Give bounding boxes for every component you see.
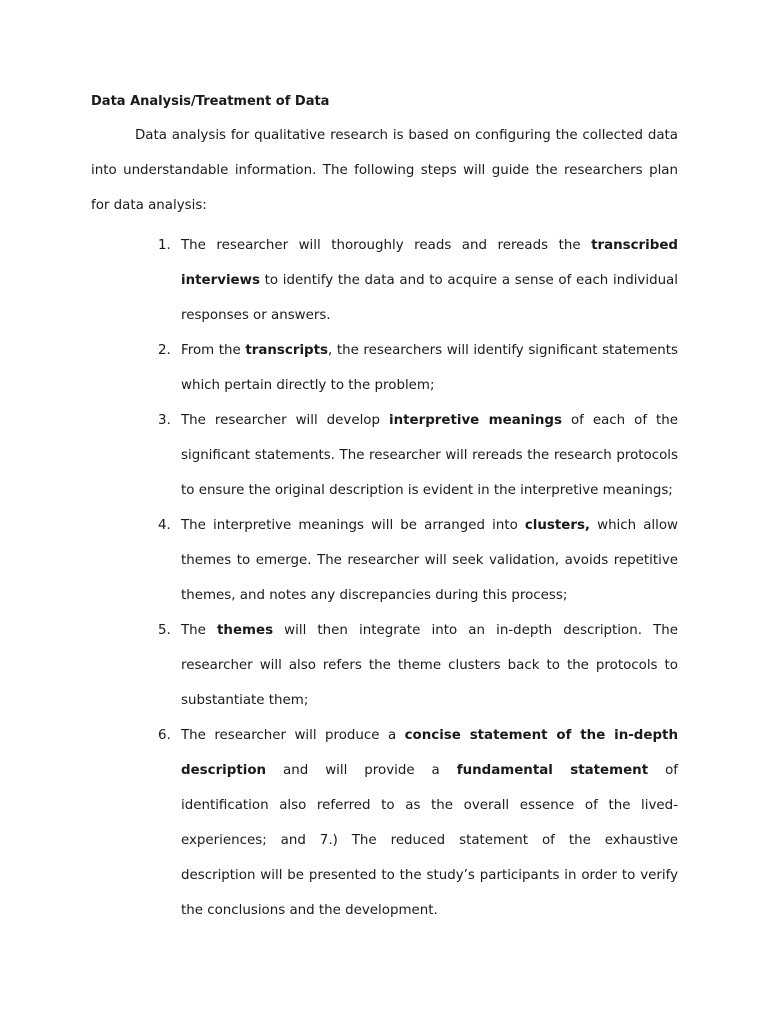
step-text: will then integrate into an in-depth description. The researcher will also refers the theme clusters back to the protocols to substantiate them; [181,623,678,708]
step-emphasis: clusters, [524,518,591,533]
list-item [91,508,678,613]
list-item [91,228,678,333]
section-heading: Data Analysis/Treatment of Data [91,94,330,109]
step-emphasis: fundamental statement [456,763,649,778]
step-number: 6. [158,728,171,743]
list-item [91,718,678,928]
step-text: The researcher will develop [181,413,389,428]
list-item [91,333,678,403]
intro-paragraph: Data analysis for qualitative research is based on configuring the collected data into understandable information. The following steps will guide the researchers plan for data analysis: [91,128,678,213]
list-item [91,403,678,508]
step-text: The researcher will produce a [181,728,405,743]
step-emphasis: themes [217,623,274,638]
step-text: The [181,623,218,638]
list-item [91,613,678,718]
step-number: 4. [158,518,171,533]
step-text: of identification also referred to as the overall essence of the lived-experiences; and 7.) The reduced statement of the exhaustive description will be presented to the study’s participants in order to verify the conclusions and the development. [181,763,678,918]
step-number: 5. [158,623,171,638]
step-text: of each of the significant statements. The researcher will rereads the research protocols to ensure the original description is evident in the interpretive meanings; [181,413,679,498]
step-emphasis: concise statement of the in-depth description [181,728,678,778]
step-emphasis: transcripts [245,343,328,358]
step-number: 3. [158,413,171,428]
step-text: and will provide a [266,763,457,778]
step-number: 2. [158,343,171,358]
step-text: The researcher will thoroughly reads and rereads the [181,238,592,253]
step-text: The interpretive meanings will be arranged into [181,518,525,533]
step-text: , the researchers will identify significant statements which pertain directly to the problem; [181,343,678,393]
steps-list [91,228,678,928]
step-emphasis: transcribed interviews [181,238,678,288]
step-text: which allow themes to emerge. The researcher will seek validation, avoids repetitive themes, and notes any discrepancies during this process; [181,518,678,603]
step-emphasis: interpretive meanings [388,413,562,428]
step-number: 1. [158,238,171,253]
step-text: From the [181,343,246,358]
step-text: to identify the data and to acquire a sense of each individual responses or answers. [181,273,678,323]
